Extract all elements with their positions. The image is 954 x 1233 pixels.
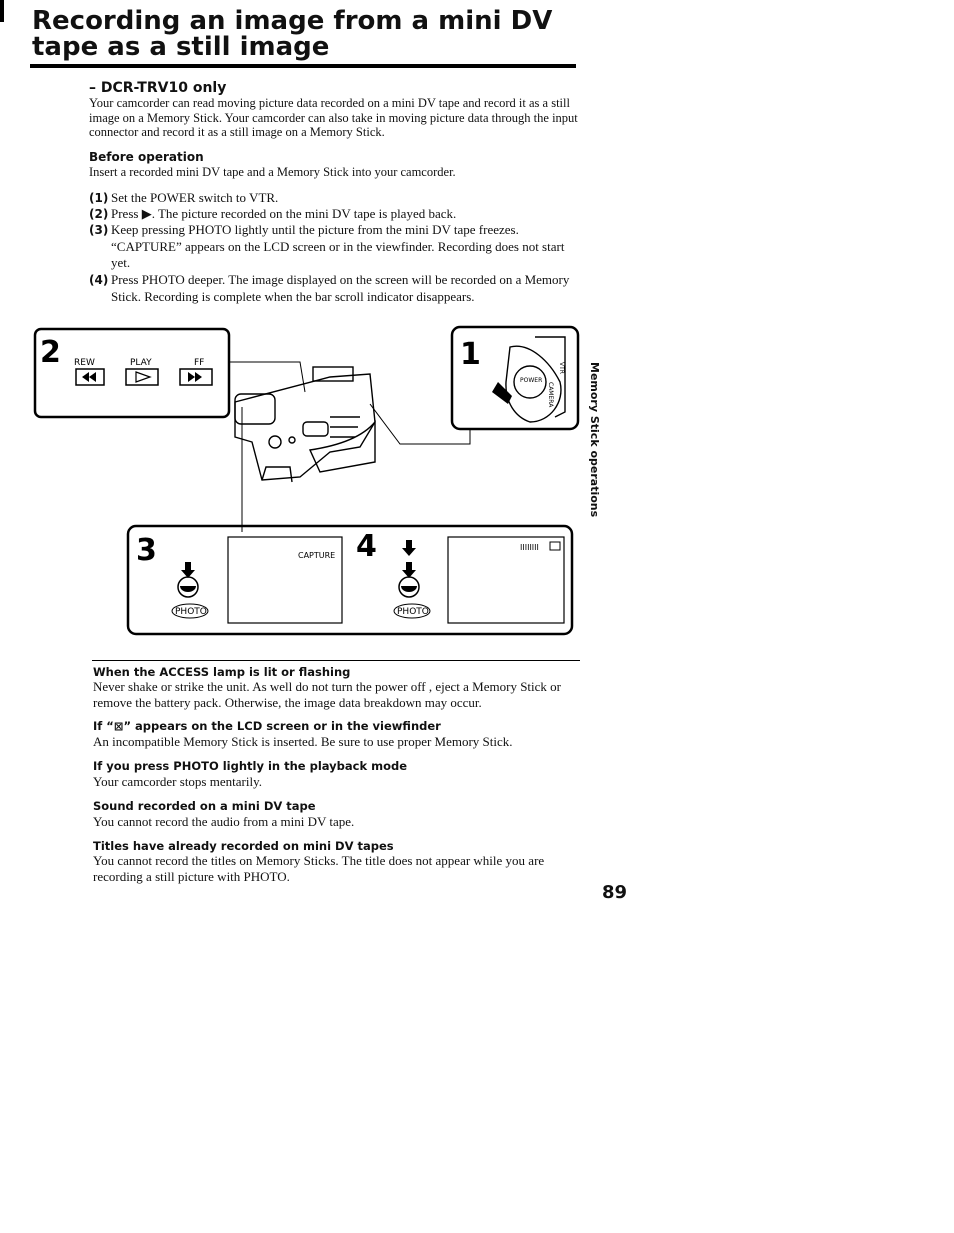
capture-label: CAPTURE: [298, 551, 336, 560]
step-text: Set the POWER switch to VTR.: [111, 190, 279, 205]
figure-drawing: [30, 322, 590, 642]
step-text: Press ▶. The picture recorded on the mini DV tape is played back.: [111, 206, 457, 221]
bar-scroll-indicator: IIIIIIII: [520, 543, 539, 552]
vtr-label: VTR: [558, 362, 565, 374]
step-text: Keep pressing PHOTO lightly until the picture from the mini DV tape freezes. “CAPTURE” appears on the LCD screen or in the viewfinder. Recording does not start yet.: [111, 222, 565, 270]
callout-4: 4: [356, 529, 377, 564]
step-3: [89, 222, 579, 272]
page-number: 89: [602, 882, 628, 903]
step-number: (4): [89, 273, 109, 287]
step-number: (3): [89, 223, 109, 237]
rew-label: REW: [74, 358, 95, 368]
callout-1: 1: [460, 337, 481, 372]
step-number: (2): [89, 207, 109, 221]
note-text: You cannot record the audio from a mini DV tape.: [93, 814, 355, 829]
note-heading: Titles have already recorded on mini DV tapes: [93, 839, 394, 853]
step-number: (1): [89, 191, 109, 205]
power-label: POWER: [520, 377, 543, 384]
photo-label-4: PHOTO: [397, 607, 429, 617]
model-subtitle: – DCR-TRV10 only: [89, 80, 227, 96]
play-label: PLAY: [130, 358, 152, 368]
rew-icon: [82, 372, 96, 382]
ff-label: FF: [194, 358, 205, 368]
play-button: [126, 369, 158, 385]
note-heading: If you press PHOTO lightly in the playback mode: [93, 759, 408, 773]
camera-label: CAMERA: [547, 382, 554, 408]
note-heading: If “⊠” appears on the LCD screen or in the viewfinder: [93, 719, 441, 733]
notes-rule: [92, 660, 580, 661]
note-heading: When the ACCESS lamp is lit or flashing: [93, 665, 351, 679]
before-operation-text: Insert a recorded mini DV tape and a Memory Stick into your camcorder.: [89, 165, 456, 179]
play-icon: [136, 372, 150, 382]
camcorder-illustration: [235, 367, 375, 482]
photo-label-3: PHOTO: [175, 607, 207, 617]
callout-2: 2: [40, 335, 61, 370]
page-title: Recording an image from a mini DV tape as a still image: [32, 6, 553, 62]
memory-stick-icon: [550, 542, 560, 550]
note-text: Your camcorder stops mentarily.: [93, 774, 262, 789]
rotate-arrow-icon: [492, 382, 512, 404]
before-operation-heading: Before operation: [89, 150, 204, 164]
panel-2-frame: [35, 329, 229, 417]
leader-line-2: [229, 362, 305, 392]
intro-paragraph: Your camcorder can read moving picture data recorded on a mini DV tape and record it as a still image on a Memory Stick. Your camcorder can also take in moving picture data through the input connector and record it as a still image on a Memory Stick.: [89, 96, 578, 139]
note-heading: Sound recorded on a mini DV tape: [93, 799, 316, 813]
title-rule: [30, 64, 576, 68]
ff-icon: [188, 372, 202, 382]
margin-marker: [0, 0, 4, 22]
side-tab-label: Memory Stick operations: [588, 362, 601, 518]
note-text: You cannot record the titles on Memory Sticks. The title does not appear while you are recording a still picture with PHOTO.: [93, 853, 545, 884]
callout-3: 3: [136, 533, 157, 568]
step-2: [89, 206, 579, 223]
step-4: [89, 272, 579, 305]
lcd-screen-4: [448, 537, 564, 623]
note-text: Never shake or strike the unit. As well do not turn the power off , eject a Memory Stick or remove the battery pack. Otherwise, the image data breakdown may occur.: [93, 679, 562, 710]
lcd-screen-3: [228, 537, 342, 623]
leader-line-1: [370, 404, 470, 444]
step-text: Press PHOTO deeper. The image displayed on the screen will be recorded on a Memory Stick. Recording is complete when the bar scroll indicator disappears.: [111, 272, 570, 304]
operation-figure: [30, 322, 590, 642]
step-1: [89, 190, 579, 207]
note-text: An incompatible Memory Stick is inserted. Be sure to use proper Memory Stick.: [93, 734, 513, 749]
